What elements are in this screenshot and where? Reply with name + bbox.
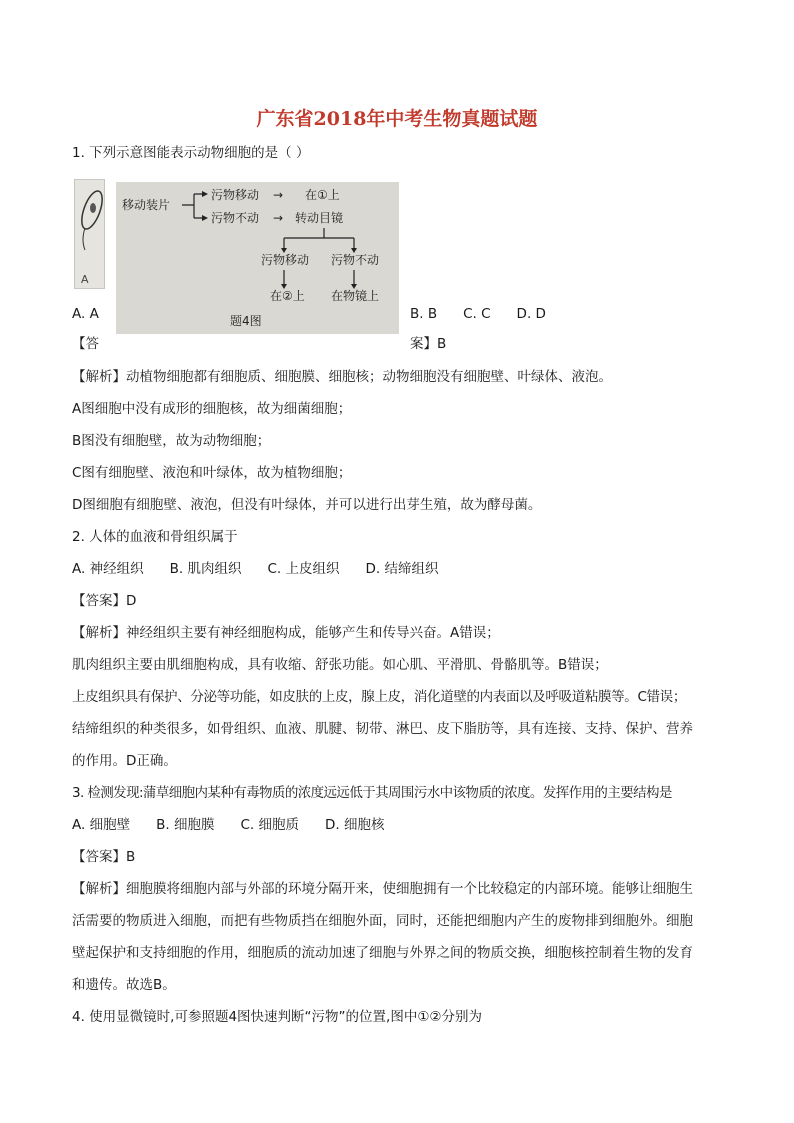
- q3-option-d: D. 细胞核: [324, 817, 385, 833]
- q4-stem: 4. 使用显微镜时,可参照题4图快速判断“污物”的位置,图中①②分别为: [72, 1009, 483, 1025]
- q1-stem: 1. 下列示意图能表示动物细胞的是（ ）: [72, 145, 310, 161]
- fc-sub1: 污物移动: [261, 253, 310, 267]
- fc-sub2: 污物不动: [331, 253, 380, 267]
- analysis-line: B图没有细胞壁，故为动物细胞；: [72, 433, 271, 449]
- q1-options-rest: [410, 304, 546, 324]
- q3-answer: 【答案】B: [72, 849, 136, 865]
- flowchart-diagram: [116, 182, 399, 334]
- analysis-line: D图细胞有细胞壁、液泡，但没有叶绿体，并可以进行出芽生殖，故为酵母菌。: [72, 497, 542, 513]
- fc-result1: 在①上: [305, 188, 340, 202]
- q1-option-d: D. D: [516, 306, 546, 322]
- q2-stem: 2. 人体的血液和骨组织属于: [72, 529, 238, 545]
- q3-options: [72, 809, 724, 841]
- fc-branch1: 污物移动: [211, 188, 260, 202]
- analysis-line: A图细胞中没有成形的细胞核，故为细菌细胞；: [72, 401, 352, 417]
- q3-option-a: A. 细胞壁: [72, 817, 131, 833]
- fc-arrow2: →: [273, 211, 284, 225]
- q1-analysis: [72, 361, 724, 1033]
- analysis-line: 【解析】细胞膜将细胞内部与外部的环境分隔开来，使细胞拥有一个比较稳定的内部环境。能够让细胞生: [72, 881, 693, 897]
- q2-option-b: B. 肌肉组织: [169, 561, 242, 577]
- q2-options: [72, 553, 724, 585]
- fc-caption: 题4图: [230, 314, 262, 328]
- analysis-line: 结缔组织的种类很多，如骨组织、血液、肌腱、韧带、淋巴、皮下脂肪等，具有连接、支持、保护、营养: [72, 721, 693, 737]
- fc-res-left: 在②上: [270, 289, 305, 303]
- cell-sketch-icon: [75, 180, 104, 288]
- q1-option-a: A. A: [72, 306, 99, 322]
- analysis-line: 【解析】动植物细胞都有细胞质、细胞膜、细胞核；动物细胞没有细胞壁、叶绿体、液泡。: [72, 369, 612, 385]
- fc-arrow1: →: [273, 188, 284, 202]
- analysis-line: C图有细胞壁、液泡和叶绿体，故为植物细胞；: [72, 465, 352, 481]
- q2-answer: 【答案】D: [72, 593, 137, 609]
- analysis-line: 上皮组织具有保护、分泌等功能，如皮肤的上皮，腺上皮，消化道壁的内表面以及呼吸道粘膜等。C错误；: [72, 689, 686, 705]
- q2-option-a: A. 神经组织: [72, 561, 144, 577]
- analysis-line: 和遗传。故选B。: [72, 977, 176, 993]
- fc-start: 移动装片: [122, 198, 171, 212]
- q3-option-c: C. 细胞质: [240, 817, 299, 833]
- q1-option-c: C. C: [463, 306, 491, 322]
- analysis-line: 的作用。D正确。: [72, 753, 177, 769]
- analysis-line: 壁起保护和支持细胞的作用，细胞质的流动加速了细胞与外界之间的物质交换，细胞核控制着生物的发育: [72, 945, 693, 961]
- fc-branch2: 污物不动: [211, 211, 260, 225]
- cell-thumbnail-a: [74, 179, 105, 289]
- q3-option-b: B. 细胞膜: [156, 817, 215, 833]
- q1-answer-right: 案】B: [410, 336, 447, 352]
- fc-res-right: 在物镜上: [331, 289, 380, 303]
- microscope-flowchart-photo: [116, 182, 399, 334]
- q1-answer-left: 【答: [72, 336, 99, 352]
- analysis-line: 活需要的物质进入细胞，而把有些物质挡在细胞外面，同时，还能把细胞内产生的废物排到细胞外。细胞: [72, 913, 693, 929]
- analysis-line: 肌肉组织主要由肌细胞构成，具有收缩、舒张功能。如心肌、平滑肌、骨骼肌等。B错误；: [72, 657, 608, 673]
- fc-action: 转动目镜: [295, 211, 344, 225]
- thumb-label: A: [81, 273, 89, 286]
- page-title: 广东省2018年中考生物真题试题: [256, 108, 538, 130]
- q2-option-d: D. 结缔组织: [365, 561, 439, 577]
- q1-option-b: B. B: [410, 306, 438, 322]
- q2-option-c: C. 上皮组织: [267, 561, 340, 577]
- q3-stem: 3. 检测发现:蒲草细胞内某种有毒物质的浓度远远低于其周围污水中该物质的浓度。发挥作用的主要结构是: [72, 785, 672, 801]
- analysis-line: 【解析】神经组织主要有神经细胞构成，能够产生和传导兴奋。A错误；: [72, 625, 500, 641]
